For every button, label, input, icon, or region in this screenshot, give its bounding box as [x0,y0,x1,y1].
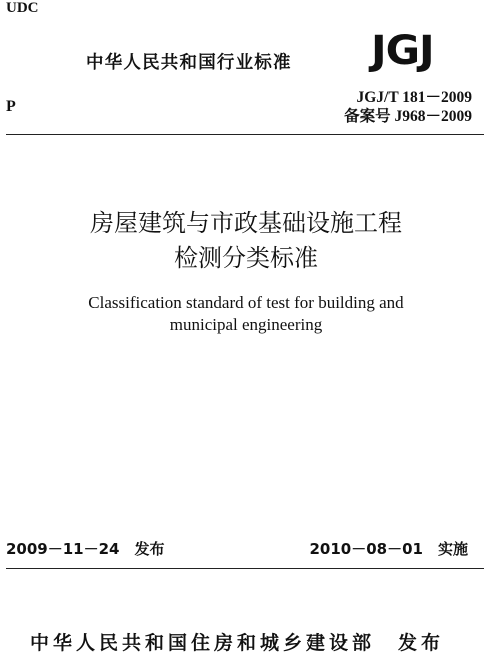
classification-letter: P [6,98,16,115]
implement-date: 2010－08－01 实施 [309,540,468,558]
jgj-logo: JGJ [371,28,434,74]
top-divider [6,134,484,135]
udc-label: UDC [6,0,39,16]
standard-number: JGJ/T 181－2009 [356,89,472,106]
bottom-divider [6,568,484,569]
title-en-line1: Classification standard of test for building and [88,293,404,312]
industry-standard-heading: 中华人民共和国行业标准 [86,53,292,73]
publisher: 中华人民共和国住房和城乡建设部 发布 [30,632,445,654]
title-cn-line1: 房屋建筑与市政基础设施工程 [90,209,402,237]
record-number: 备案号 J968－2009 [344,108,472,125]
standard-code-block [344,88,472,126]
issue-date: 2009－11－24 发布 [6,540,165,558]
title-en-line2: municipal engineering [169,315,323,334]
title-cn-line2: 检测分类标准 [174,244,318,272]
